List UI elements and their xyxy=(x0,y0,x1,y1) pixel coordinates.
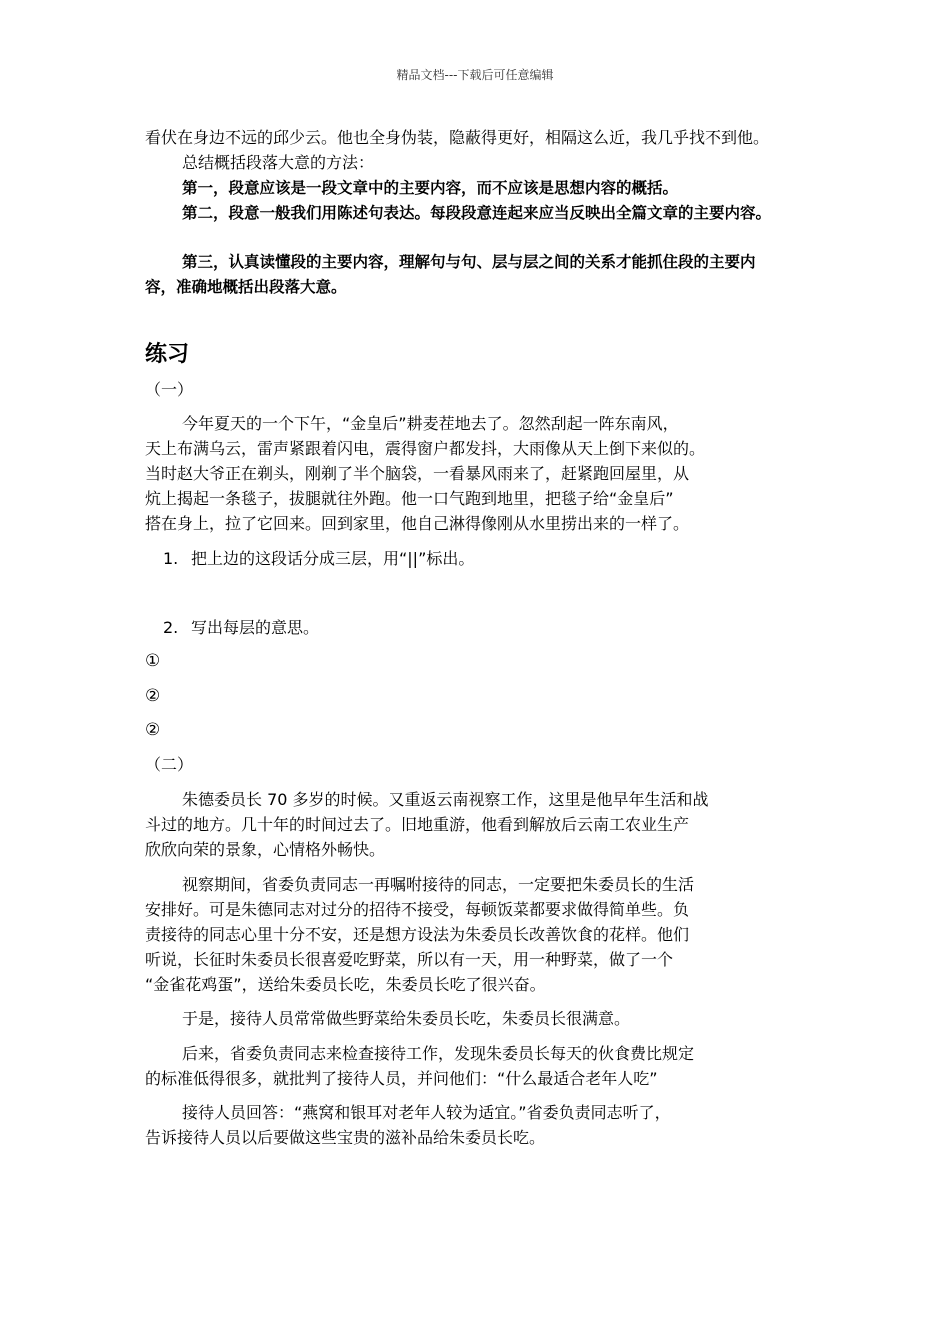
part-two-paragraph-line: 欣欣向荣的景象，心情格外畅快。 xyxy=(145,840,386,859)
answer-marker-3: ② xyxy=(145,720,161,740)
rule-one: 第一，段意应该是一段文章中的主要内容，而不应该是思想内容的概括。 xyxy=(182,179,679,197)
part-two-paragraph-line: 后来，省委负责同志来检查接待工作，发现朱委员长每天的伙食费比规定 xyxy=(182,1044,695,1063)
exercise-heading: 练习 xyxy=(145,342,190,367)
part-two-paragraph-line: 责接待的同志心里十分不安，还是想方设法为朱委员长改善饮食的花样。他们 xyxy=(145,925,690,944)
part-one-passage-line: 搭在身上，拉了它回来。回到家里，他自己淋得像刚从水里捞出来的一样了。 xyxy=(145,514,690,533)
part-two-paragraph-line: 斗过的地方。几十年的时间过去了。旧地重游，他看到解放后云南工农业生产 xyxy=(145,815,690,834)
part-one-passage-line: 今年夏天的一个下午，“金皇后”耕麦茬地去了。忽然刮起一阵东南风， xyxy=(182,414,679,433)
page-header: 精品文档---下载后可任意编辑 xyxy=(396,68,554,82)
part-two-paragraph-line: 朱德委员长 70 多岁的时候。又重返云南视察工作，这里是他早年生活和战 xyxy=(182,790,709,809)
part-two-label: （二） xyxy=(145,755,194,774)
rule-three-line-1: 第三，认真读懂段的主要内容，理解句与句、层与层之间的关系才能抓住段的主要内 xyxy=(182,253,756,271)
question-one-number: 1. xyxy=(163,549,179,568)
question-two xyxy=(163,618,319,638)
method-title: 总结概括段落大意的方法： xyxy=(182,153,375,172)
answer-marker-2: ② xyxy=(145,686,161,706)
question-two-number: 2. xyxy=(163,618,179,637)
part-two-paragraph-line: 听说，长征时朱委员长很喜爱吃野菜，所以有一天，用一种野菜，做了一个 xyxy=(145,950,674,969)
question-one-text: 把上边的这段话分成三层，用“||”标出。 xyxy=(191,549,475,568)
part-one-label: （一） xyxy=(145,380,194,399)
intro-continuation-line: 看伏在身边不远的邱少云。他也全身伪装，隐蔽得更好，相隔这么近，我几乎找不到他。 xyxy=(145,128,770,147)
question-two-text: 写出每层的意思。 xyxy=(191,618,320,637)
question-one xyxy=(163,549,474,569)
part-two-paragraph-line: 于是，接待人员常常做些野菜给朱委员长吃，朱委员长很满意。 xyxy=(182,1009,631,1028)
part-one-passage-line: 天上布满乌云，雷声紧跟着闪电，震得窗户都发抖，大雨像从天上倒下来似的。 xyxy=(145,439,706,458)
part-two-paragraph-line: 安排好。可是朱德同志对过分的招待不接受，每顿饭菜都要求做得简单些。负 xyxy=(145,900,690,919)
rule-three-line-2: 容，准确地概括出段落大意。 xyxy=(145,278,347,296)
part-two-paragraph-line: 接待人员回答：“燕窝和银耳对老年人较为适宜。”省委负责同志听了， xyxy=(182,1103,671,1122)
part-two-paragraph-line: “金雀花鸡蛋”，送给朱委员长吃，朱委员长吃了很兴奋。 xyxy=(145,975,546,994)
part-one-passage-line: 炕上揭起一条毯子，拔腿就往外跑。他一口气跑到地里，把毯子给“金皇后” xyxy=(145,489,674,508)
answer-marker-1: ① xyxy=(145,651,161,671)
part-two-paragraph-line: 的标准低得很多，就批判了接待人员，并问他们：“什么最适合老年人吃” xyxy=(145,1069,658,1088)
part-one-passage-line: 当时赵大爷正在剃头，刚剃了半个脑袋，一看暴风雨来了，赶紧跑回屋里，从 xyxy=(145,464,690,483)
rule-two: 第二，段意一般我们用陈述句表达。每段段意连起来应当反映出全篇文章的主要内容。 xyxy=(182,204,772,222)
part-two-paragraph-line: 视察期间，省委负责同志一再嘱咐接待的同志，一定要把朱委员长的生活 xyxy=(182,875,695,894)
part-two-paragraph-line: 告诉接待人员以后要做这些宝贵的滋补品给朱委员长吃。 xyxy=(145,1128,546,1147)
